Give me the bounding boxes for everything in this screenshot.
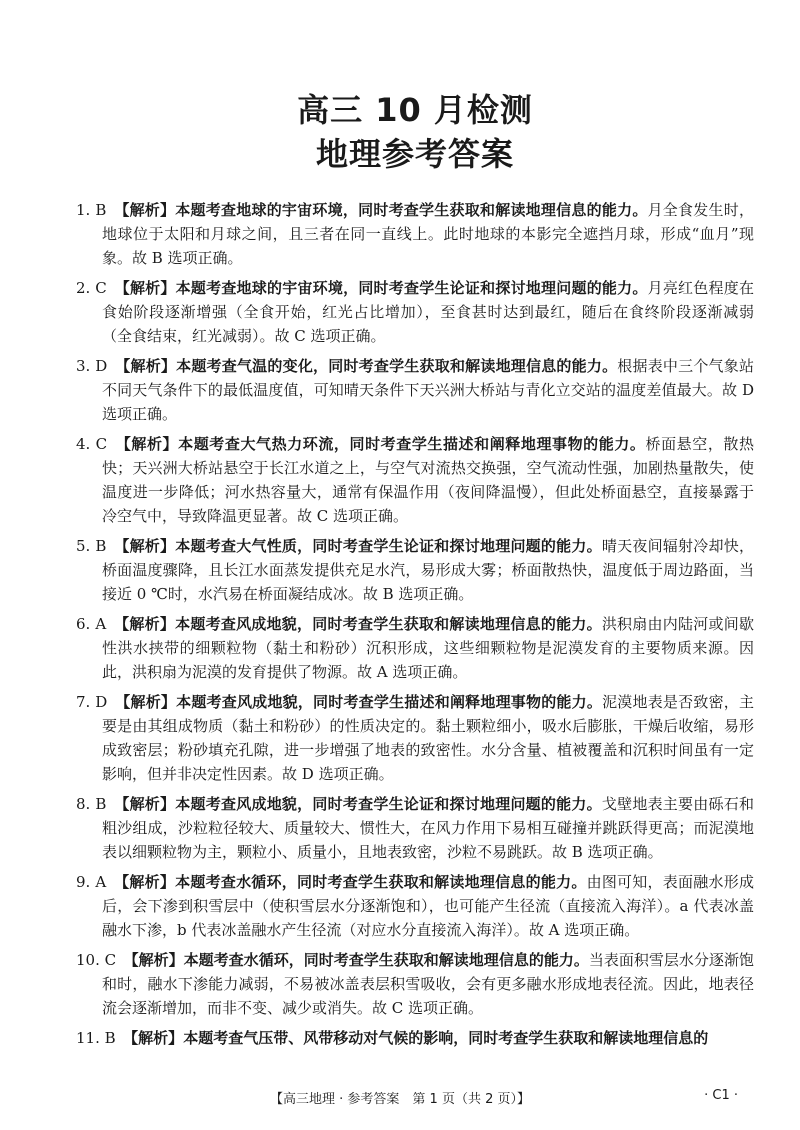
answer-number: 10. C	[76, 951, 117, 969]
analysis-tag: 【解析】	[121, 615, 176, 633]
answer-body: 由图可知，表面融水形成后，会下渗到积雪层中（使积雪层水分逐渐饱和），也可能产生径流（直接流入海洋）。a 代表冰盖融水下渗，b 代表冰盖融水产生径流（对应水分直接流入海洋）。故 A 选项正确。	[102, 873, 754, 939]
analysis-tag: 【解析】	[122, 357, 177, 375]
answer-lead: 本题考查水循环，同时考查学生获取和解读地理信息的能力。	[175, 873, 587, 891]
answer-lead: 本题考查气温的变化，同时考查学生获取和解读地理信息的能力。	[176, 357, 618, 375]
answer-body: 月亮红色程度在食始阶段逐渐增强（全食开始，红光占比增加），至食甚时达到最红，随后在食终阶段逐渐减弱（全食结束，红光减弱）。故 C 选项正确。	[102, 279, 754, 345]
answer-lead: 本题考查地球的宇宙环境，同时考查学生论证和探讨地理问题的能力。	[175, 279, 648, 297]
answer-lead: 本题考查地球的宇宙环境，同时考查学生获取和解读地理信息的能力。	[175, 201, 648, 219]
answer-body: 桥面悬空，散热快；天兴洲大桥站悬空于长江水道之上，与空气对流热交换强，空气流动性强，加剧热量散失，使温度进一步降低；河水热容量大，通常有保温作用（夜间降温慢），但此处桥面悬空，直接暴露于冷空气中，导致降温更显著。故 C 选项正确。	[102, 435, 754, 525]
answer-number: 1. B	[76, 201, 107, 219]
answer-number: 7. D	[76, 693, 108, 711]
answer-body: 月全食发生时，地球位于太阳和月球之间，且三者在同一直线上。此时地球的本影完全遮挡月球，形成“血月”现象。故 B 选项正确。	[102, 201, 754, 267]
page-footer	[0, 1088, 800, 1112]
answer-item-8	[76, 792, 754, 864]
footer-code: · C1 ·	[704, 1088, 738, 1103]
answer-body: 晴天夜间辐射冷却快，桥面温度骤降，且长江水面蒸发提供充足水汽，易形成大雾；桥面散热快，温度低于周边路面，当接近 0 ℃时，水汽易在桥面凝结成冰。故 B 选项正确。	[102, 537, 754, 603]
answer-body: 当表面积雪层水分逐渐饱和时，融水下渗能力减弱，不易被冰盖表层积雪吸收，会有更多融水形成地表径流。因此，地表径流会逐渐增加，而非不变、减少或消失。故 C 选项正确。	[102, 951, 754, 1017]
answer-lead: 本题考查风成地貌，同时考查学生获取和解读地理信息的能力。	[175, 615, 602, 633]
answer-number: 5. B	[76, 537, 107, 555]
analysis-tag: 【解析】	[122, 693, 177, 711]
page-title-line2: 地理参考答案	[315, 135, 514, 173]
answer-lead: 本题考查水循环，同时考查学生获取和解读地理信息的能力。	[183, 951, 589, 969]
answer-item-11	[76, 1026, 754, 1050]
answer-item-1	[76, 198, 754, 270]
analysis-tag: 【解析】	[121, 873, 176, 891]
answer-body: 洪积扇由内陆河或间歇性洪水挟带的细颗粒物（黏土和粉砂）沉积形成，这些细颗粒物是泥漠发育的主要物质来源。因此，洪积扇为泥漠的发育提供了物源。故 A 选项正确。	[102, 615, 754, 681]
answer-lead: 本题考查气压带、风带移动对气候的影响，同时考查学生获取和解读地理信息的	[183, 1029, 709, 1047]
analysis-tag: 【解析】	[121, 537, 176, 555]
answer-body: 根据表中三个气象站不同天气条件下的最低温度值，可知晴天条件下天兴洲大桥站与青化立交站的温度差值最大。故 D 选项正确。	[102, 357, 754, 423]
answer-lead: 本题考查风成地貌，同时考查学生论证和探讨地理问题的能力。	[175, 795, 602, 813]
answer-item-5	[76, 534, 754, 606]
answer-lead: 本题考查大气热力环流，同时考查学生描述和阐释地理事物的能力。	[178, 435, 646, 453]
answer-item-10	[76, 948, 754, 1020]
answer-number: 4. C	[76, 435, 108, 453]
analysis-tag: 【解析】	[122, 279, 176, 297]
answer-number: 11. B	[76, 1029, 116, 1047]
answer-item-6	[76, 612, 754, 684]
answer-list	[76, 198, 754, 1050]
analysis-tag: 【解析】	[131, 951, 184, 969]
analysis-tag: 【解析】	[123, 435, 179, 453]
footer-page-info: 【高三地理 · 参考答案 第 1 页（共 2 页）】	[270, 1092, 530, 1107]
answer-item-4	[76, 432, 754, 528]
answer-number: 2. C	[76, 279, 107, 297]
answer-lead: 本题考查大气性质，同时考查学生论证和探讨地理问题的能力。	[175, 537, 602, 555]
answer-item-3	[76, 354, 754, 426]
analysis-tag: 【解析】	[121, 795, 176, 813]
answer-body: 戈壁地表主要由砾石和粗沙组成，沙粒粒径较大、质量较大、惯性大，在风力作用下易相互碰撞并跳跃得更高；而泥漠地表以细颗粒物为主，颗粒小、质量小，且地表致密，沙粒不易跳跃。故 B 选项正确。	[102, 795, 754, 861]
answer-number: 6. A	[76, 615, 107, 633]
answer-lead: 本题考查风成地貌，同时考查学生描述和阐释地理事物的能力。	[176, 693, 603, 711]
answer-item-7	[76, 690, 754, 786]
answer-number: 3. D	[76, 357, 108, 375]
answer-number: 9. A	[76, 873, 107, 891]
answer-number: 8. B	[76, 795, 107, 813]
analysis-tag: 【解析】	[130, 1029, 184, 1047]
answer-body: 泥漠地表是否致密，主要是由其组成物质（黏土和粉砂）的性质决定的。黏土颗粒细小，吸水后膨胀，干燥后收缩，易形成致密层；粉砂填充孔隙，进一步增强了地表的致密性。水分含量、植被覆盖和沉积时间虽有一定影响，但并非决定性因素。故 D 选项正确。	[102, 693, 754, 783]
page-title-line1: 高三 10 月检测	[297, 91, 533, 129]
analysis-tag: 【解析】	[121, 201, 176, 219]
answer-item-9	[76, 870, 754, 942]
answer-item-2	[76, 276, 754, 348]
